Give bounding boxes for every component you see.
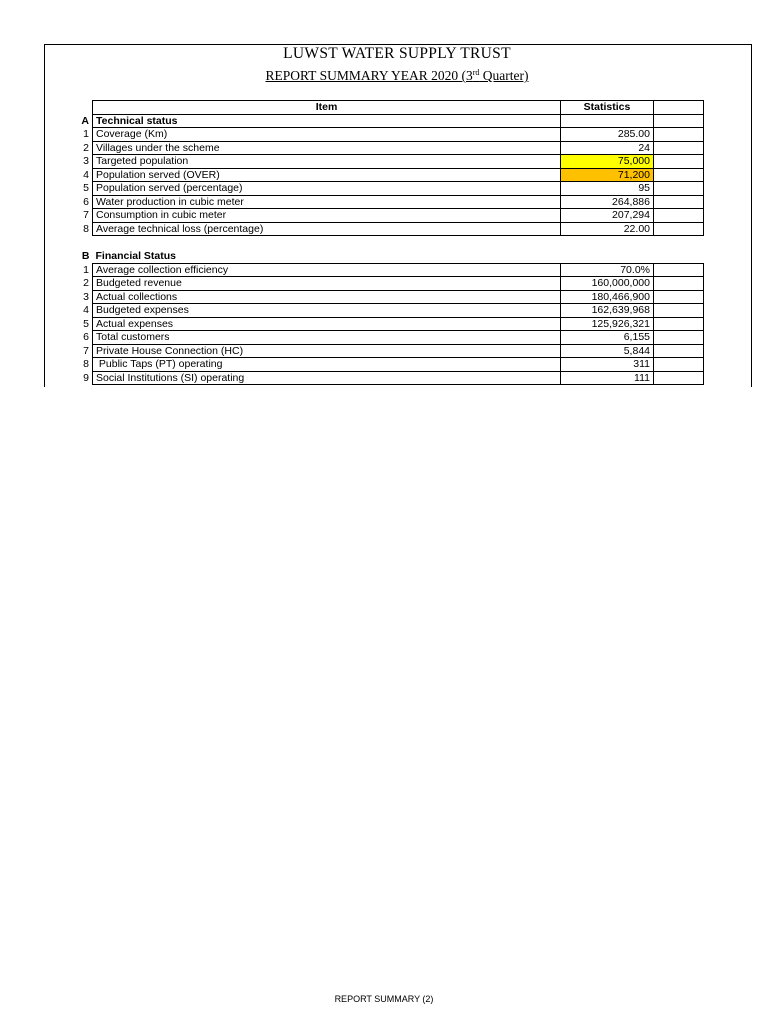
row-extra: [654, 290, 704, 304]
row-number: 2: [83, 141, 89, 154]
row-extra: [654, 263, 704, 277]
header-item: Item: [93, 101, 561, 115]
row-number: 4: [83, 304, 89, 316]
row-item: Social Institutions (SI) operating: [93, 371, 561, 385]
row-value: 24: [561, 141, 654, 155]
row-item: Water production in cubic meter: [93, 195, 561, 209]
row-extra: [654, 182, 704, 196]
row-number: 3: [83, 290, 89, 303]
row-number: 8: [83, 222, 89, 235]
table-row: [44, 182, 704, 196]
row-item: Population served (OVER): [93, 168, 561, 182]
row-number: 6: [83, 195, 89, 208]
table-row: [44, 128, 704, 142]
row-item: Total customers: [93, 331, 561, 345]
row-value: 285.00: [561, 128, 654, 142]
row-value: 180,466,900: [561, 290, 654, 304]
row-number: 5: [83, 317, 89, 330]
row-value: 70.0%: [561, 263, 654, 277]
row-value: 162,639,968: [561, 304, 654, 318]
row-item: Public Taps (PT) operating: [93, 358, 561, 372]
row-item: Actual collections: [93, 290, 561, 304]
subtitle-text: REPORT SUMMARY YEAR 2020 (3rd Quarter): [265, 68, 529, 83]
table-row: [44, 155, 704, 169]
section-a-heading-row: [44, 114, 704, 128]
table-row: [44, 209, 704, 223]
row-value: 160,000,000: [561, 277, 654, 291]
row-number: 6: [83, 331, 89, 343]
row-extra: [654, 358, 704, 372]
header-statistics: Statistics: [561, 101, 654, 115]
row-item: Villages under the scheme: [93, 141, 561, 155]
table-row: [44, 371, 704, 385]
section-b-letter: B: [81, 250, 90, 263]
row-extra: [654, 209, 704, 223]
row-number: 7: [83, 344, 89, 357]
table-row: [44, 141, 704, 155]
row-item: Consumption in cubic meter: [93, 209, 561, 223]
row-value: 75,000: [561, 155, 654, 169]
row-number: 2: [83, 277, 89, 289]
row-item: Budgeted expenses: [93, 304, 561, 318]
table-row: [44, 331, 704, 345]
row-extra: [654, 344, 704, 358]
row-number: 9: [83, 371, 89, 384]
section-b-label: Financial Status: [95, 250, 177, 262]
row-extra: [654, 155, 704, 169]
technical-status-table: [44, 100, 704, 236]
row-value: 5,844: [561, 344, 654, 358]
row-item: Targeted population: [93, 155, 561, 169]
financial-status-table: [44, 250, 704, 385]
section-b-heading-row: [44, 250, 704, 263]
table-header-row: [44, 101, 704, 115]
section-a-rows: [44, 128, 704, 236]
row-item: Actual expenses: [93, 317, 561, 331]
report-subtitle: [44, 68, 750, 84]
row-number: 1: [83, 263, 89, 276]
row-value: 111: [561, 371, 654, 385]
row-extra: [654, 331, 704, 345]
row-value: 207,294: [561, 209, 654, 223]
sheet-footer: REPORT SUMMARY (2): [334, 994, 434, 1004]
section-a-label: Technical status: [93, 114, 561, 128]
row-extra: [654, 195, 704, 209]
row-extra: [654, 317, 704, 331]
row-number: 4: [83, 168, 89, 181]
report-title: LUWST WATER SUPPLY TRUST: [283, 45, 511, 62]
table-row: [44, 344, 704, 358]
table-row: [44, 317, 704, 331]
row-item: Population served (percentage): [93, 182, 561, 196]
row-extra: [654, 168, 704, 182]
table-row: [44, 195, 704, 209]
row-value: 71,200: [561, 168, 654, 182]
section-b-rows: [44, 263, 704, 385]
row-extra: [654, 277, 704, 291]
row-extra: [654, 371, 704, 385]
row-item: Budgeted revenue: [93, 277, 561, 291]
row-item: Average collection efficiency: [93, 263, 561, 277]
row-value: 22.00: [561, 222, 654, 236]
row-number: 3: [83, 155, 89, 167]
row-number: 7: [83, 209, 89, 221]
table-row: [44, 263, 704, 277]
row-value: 125,926,321: [561, 317, 654, 331]
row-item: Coverage (Km): [93, 128, 561, 142]
table-row: [44, 290, 704, 304]
row-extra: [654, 304, 704, 318]
row-number: 1: [83, 128, 89, 140]
table-row: [44, 358, 704, 372]
table-row: [44, 304, 704, 318]
table-row: [44, 168, 704, 182]
row-extra: [654, 128, 704, 142]
table-row: [44, 277, 704, 291]
table-row: [44, 222, 704, 236]
row-extra: [654, 141, 704, 155]
row-extra: [654, 222, 704, 236]
row-item: Private House Connection (HC): [93, 344, 561, 358]
section-a-letter: A: [81, 114, 89, 127]
row-value: 6,155: [561, 331, 654, 345]
row-value: 264,886: [561, 195, 654, 209]
row-number: 5: [83, 182, 89, 194]
row-number: 8: [83, 358, 89, 370]
row-value: 95: [561, 182, 654, 196]
row-value: 311: [561, 358, 654, 372]
row-item: Average technical loss (percentage): [93, 222, 561, 236]
